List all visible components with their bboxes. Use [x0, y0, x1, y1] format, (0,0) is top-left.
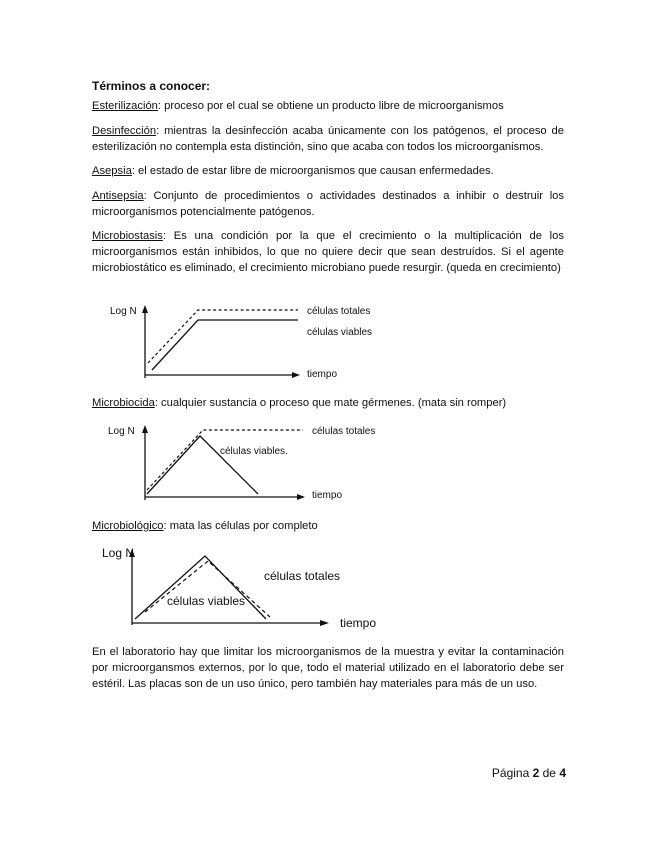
total-cells-label: células totales — [307, 306, 371, 317]
y-axis-arrow — [142, 425, 148, 433]
definition-esterilizacion — [92, 98, 564, 114]
viable-cells-label: células viables. — [220, 446, 288, 457]
definition-asepsia — [92, 163, 564, 179]
x-axis-label: tiempo — [307, 369, 338, 380]
definition-desinfeccion — [92, 123, 564, 155]
x-axis-arrow — [320, 620, 329, 626]
term-label: Antisepsia — [92, 190, 144, 202]
total-cells-label: células totales — [312, 426, 376, 437]
y-axis-label: Log N — [110, 306, 137, 317]
y-axis-arrow — [142, 305, 148, 313]
x-axis-arrow — [292, 372, 300, 378]
viable-cells-line — [135, 556, 266, 619]
term-label: Microbiostasis — [92, 230, 163, 242]
term-label: Asepsia — [92, 165, 132, 177]
total-cells-label: células totales — [264, 569, 341, 583]
total-cells-line — [145, 561, 270, 617]
figure-microbiocida — [100, 420, 380, 504]
term-label: Microbiológico — [92, 520, 164, 532]
term-label: Desinfección — [92, 125, 157, 137]
figure-microbiostasis — [100, 300, 373, 384]
viable-cells-label: células viables — [167, 594, 246, 608]
total-pages-number: 4 — [559, 766, 566, 780]
definition-microbiologico — [92, 518, 564, 534]
total-cells-line — [148, 310, 298, 363]
footer-prefix: Página — [491, 766, 533, 780]
section-heading: Términos a conocer: — [92, 79, 211, 93]
term-label: Esterilización — [92, 100, 158, 112]
viable-cells-label: células viables — [307, 327, 373, 338]
y-axis-label: Log N — [108, 426, 135, 437]
definition-antisepsia — [92, 188, 564, 220]
definition-text: : el estado de estar libre de microorganismos que causan enfermedades. — [131, 165, 494, 177]
closing-paragraph: En el laboratorio hay que limitar los microorganismos de la muestra y evitar la contaminación por microorgansmos externos, por lo que, todo el material utilizado en el laboratorio debe ser estéril. Las placas son de un uso único, pero también hay materiales para más de un uso. — [92, 646, 564, 690]
definition-text: : proceso por el cual se obtiene un producto libre de microorganismos — [157, 100, 504, 112]
figure-microbiologico — [100, 543, 390, 633]
definition-text: : mata las células por completo — [163, 520, 318, 532]
y-axis-label: Log N — [102, 546, 135, 560]
x-axis-label: tiempo — [312, 490, 343, 501]
viable-cells-line — [147, 436, 258, 494]
page-footer — [492, 766, 566, 780]
definition-microbiocida — [92, 395, 564, 411]
definition-microbiostasis — [92, 228, 564, 276]
definition-text: : cualquier sustancia o proceso que mate gérmenes. (mata sin romper) — [154, 397, 507, 409]
x-axis-label: tiempo — [340, 616, 377, 630]
x-axis-arrow — [297, 494, 305, 500]
definition-text: : mientras la desinfección acaba únicamente con los patógenos, el proceso de esterilización no contempla esta distinción, sino que acaba con todos los microorganismos. — [92, 125, 564, 153]
definition-text: : Conjunto de procedimientos o actividades destinados a inhibir o destruir los microorganismos potencialmente patógenos. — [92, 190, 564, 218]
term-label: Microbiocida — [92, 397, 155, 409]
definition-text: : Es una condición por la que el crecimiento o la multiplicación de los microorganismos están inhibidos, lo que no quiere decir que sean destruídos. Si el agente microbiostático es eliminado, el crecimiento microbiano puede resurgir. (queda en crecimiento) — [92, 230, 564, 274]
current-page-number: 2 — [532, 766, 540, 780]
viable-cells-line — [152, 320, 298, 370]
total-cells-line — [147, 430, 303, 490]
footer-middle: de — [539, 766, 560, 780]
